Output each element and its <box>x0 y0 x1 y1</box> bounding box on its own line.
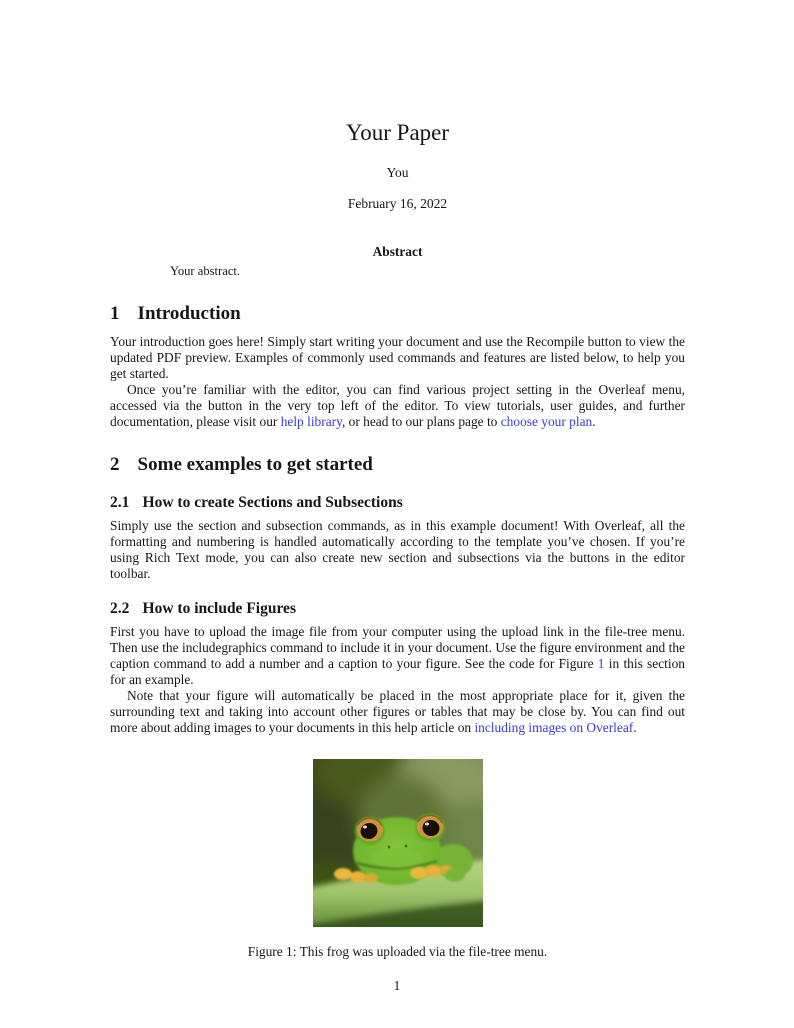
section-1-heading <box>110 303 685 325</box>
text-run: Simply use the section and subsection commands, as in this example document! With Overleaf, all the formatting and numbering is handled automatically according to the template you’ve chosen. If you’re using Rich Text mode, you can also create new section and subsections via the buttons in the editor toolbar. <box>110 518 685 581</box>
subsection-2-1-heading <box>110 493 685 512</box>
page-number: 1 <box>393 978 401 993</box>
frog-photo <box>313 759 483 927</box>
text-run: in this section for an example. <box>110 656 685 687</box>
figure-1 <box>110 759 685 960</box>
section-2-number: 2 <box>110 454 120 475</box>
figure-1-caption: Figure 1: This frog was uploaded via the file-tree menu. <box>247 944 548 959</box>
paper-date: February 16, 2022 <box>347 196 448 211</box>
section-1-number: 1 <box>110 303 120 324</box>
subsection-2-2-number: 2.2 <box>110 600 130 617</box>
paper-title: Your Paper <box>345 120 450 145</box>
section-1-paragraph-2 <box>110 382 685 430</box>
text-run: . <box>633 720 637 735</box>
text-run: Note that your figure will automatically be placed in the most appropriate place for it, given the surrounding text and taking into account other figures or tables that may be close by. You can find out more about adding images to your documents in this help article on <box>110 688 685 735</box>
text-column <box>110 0 685 960</box>
text-run: First you have to upload the image file from your computer using the upload link in the file-tree menu. Then use the includegraphics command to include it in your document. Use the figure environment and the caption command to add a number and a caption to your figure. See the code for Figure <box>110 624 685 671</box>
inline-link[interactable]: including images on Overleaf <box>474 720 634 735</box>
section-2-title: Some examples to get started <box>137 454 373 475</box>
text-run: . <box>592 414 596 429</box>
inline-link[interactable]: 1 <box>597 656 605 671</box>
paper-author: You <box>386 165 409 180</box>
subsection-2-1-number: 2.1 <box>110 494 130 511</box>
abstract-heading: Abstract <box>372 244 423 259</box>
text-run: Once you’re familiar with the editor, you can find various project setting in the Overleaf menu, accessed via the button in the very top left of the editor. To view tutorials, user guides, and further documentation, please visit our <box>110 382 685 429</box>
inline-link[interactable]: choose your plan <box>500 414 593 429</box>
section-1-paragraph-1 <box>110 334 685 382</box>
text-run: , or head to our plans page to <box>341 414 501 429</box>
subsection-2-2-heading <box>110 599 685 618</box>
subsection-2-2-paragraph-2 <box>110 688 685 736</box>
text-run: Your introduction goes here! Simply start writing your document and use the Recompile button to view the updated PDF preview. Examples of commonly used commands and features are listed below, to help you get started. <box>110 334 685 381</box>
subsection-2-2-title: How to include Figures <box>142 600 296 617</box>
abstract-body: Your abstract. <box>170 264 241 278</box>
section-2-heading <box>110 454 685 476</box>
inline-link[interactable]: help library <box>280 414 342 429</box>
subsection-2-2-paragraph-1 <box>110 624 685 688</box>
subsection-2-1-paragraph-1 <box>110 518 685 582</box>
subsection-2-1-title: How to create Sections and Subsections <box>142 494 403 511</box>
section-1-title: Introduction <box>137 303 241 324</box>
